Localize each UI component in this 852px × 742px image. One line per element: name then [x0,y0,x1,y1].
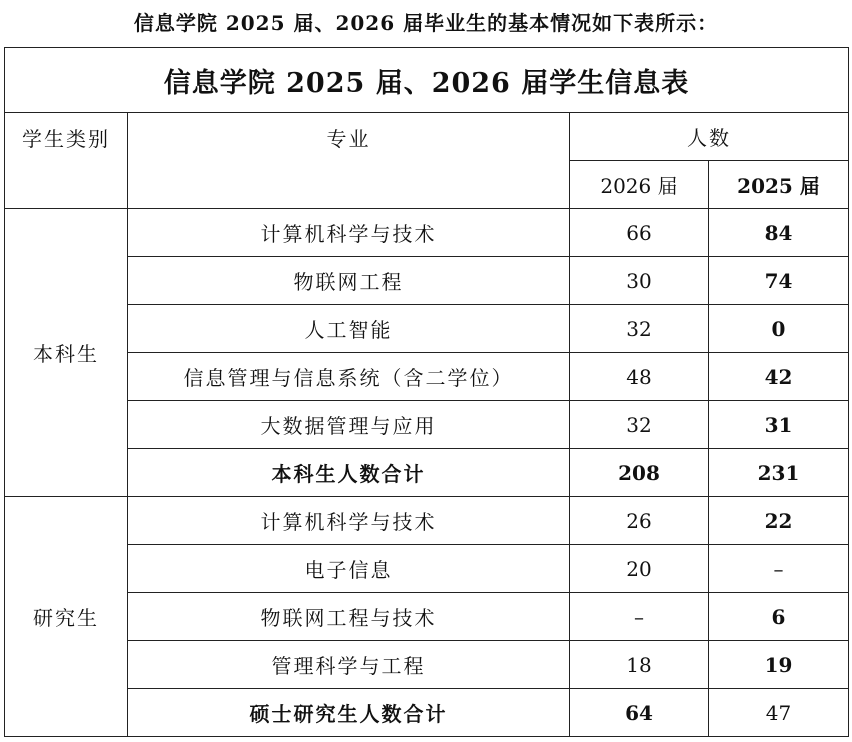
header-2025: 2025 届 [709,161,849,209]
count-2025-cell: – [709,545,849,593]
major-cell: 管理科学与工程 [128,641,570,689]
table-row [5,641,849,689]
count-2025-cell: 84 [709,209,849,257]
count-2025-cell: 6 [709,593,849,641]
undergrad-total-2026: 208 [570,449,709,497]
count-2026-cell: 20 [570,545,709,593]
total-row [5,689,849,737]
undergrad-total-label: 本科生人数合计 [128,449,570,497]
grad-total-label: 硕士研究生人数合计 [128,689,570,737]
table-title: 信息学院 2025 届、2026 届学生信息表 [5,48,849,113]
count-2025-cell: 19 [709,641,849,689]
major-cell: 信息管理与信息系统（含二学位） [128,353,570,401]
major-cell: 大数据管理与应用 [128,401,570,449]
count-2025-cell: 0 [709,305,849,353]
major-cell: 计算机科学与技术 [128,209,570,257]
major-cell: 物联网工程 [128,257,570,305]
header-count: 人数 [570,113,849,161]
count-2025-cell: 74 [709,257,849,305]
count-2026-cell: 26 [570,497,709,545]
table-row [5,305,849,353]
count-2026-cell: – [570,593,709,641]
count-2026-cell: 32 [570,401,709,449]
count-2025-cell: 22 [709,497,849,545]
count-2026-cell: 18 [570,641,709,689]
table-row [5,593,849,641]
major-cell: 电子信息 [128,545,570,593]
header-2026: 2026 届 [570,161,709,209]
grad-total-2025: 47 [709,689,849,737]
student-info-table [4,47,849,737]
count-2025-cell: 42 [709,353,849,401]
header-category: 学生类别 [5,113,128,209]
undergrad-total-2025: 231 [709,449,849,497]
table-row [5,497,849,545]
count-2026-cell: 32 [570,305,709,353]
table-row [5,353,849,401]
category-undergrad: 本科生 [5,209,128,497]
document-caption: 信息学院 2025 届、2026 届毕业生的基本情况如下表所示： [133,11,719,35]
table-title-row [5,48,849,113]
table-row [5,257,849,305]
major-cell: 物联网工程与技术 [128,593,570,641]
count-2026-cell: 30 [570,257,709,305]
count-2026-cell: 66 [570,209,709,257]
grad-total-2026: 64 [570,689,709,737]
table-row [5,545,849,593]
table-row [5,401,849,449]
table-row [5,209,849,257]
total-row [5,449,849,497]
count-2025-cell: 31 [709,401,849,449]
major-cell: 计算机科学与技术 [128,497,570,545]
category-grad: 研究生 [5,497,128,737]
count-2026-cell: 48 [570,353,709,401]
header-major: 专业 [128,113,570,209]
major-cell: 人工智能 [128,305,570,353]
header-row [5,113,849,161]
